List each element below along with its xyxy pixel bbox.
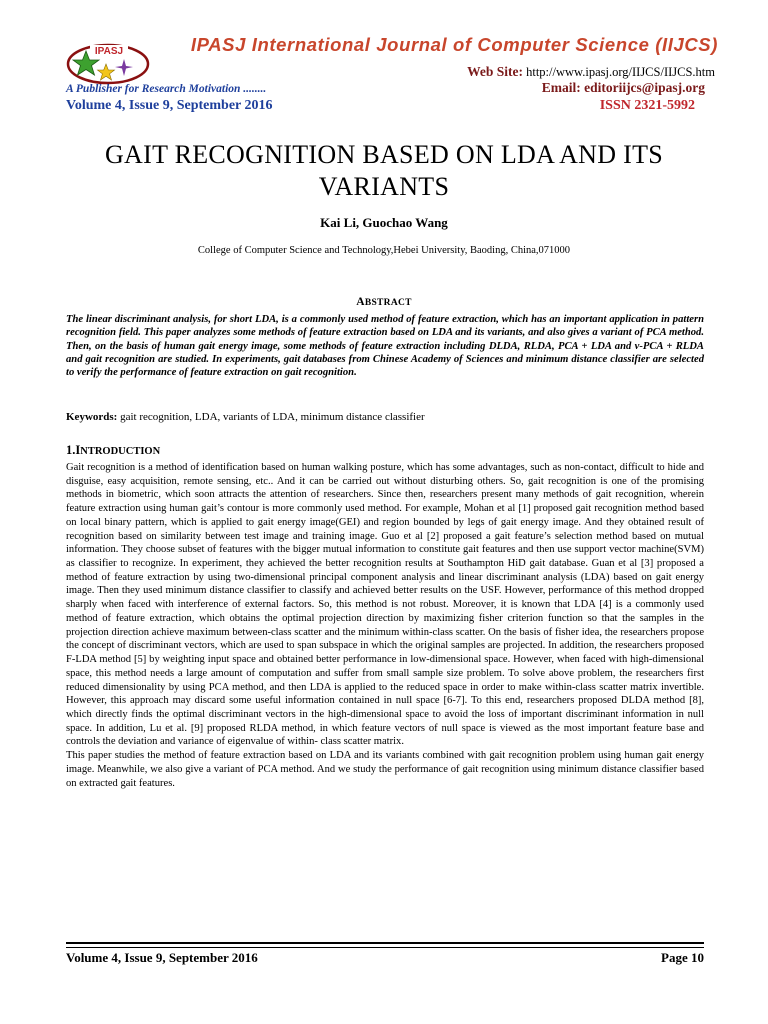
keywords-line bbox=[66, 411, 425, 423]
intro-paragraph-2: This paper studies the method of feature extraction based on LDA and its variants combined with gait recognition problem using human gait energy image. Meanwhile, we also give a variant of PCA method. And we study the performance of gait recognition using minimum distance classifier based on extracted gait features. bbox=[66, 750, 704, 789]
website-label: Web Site: bbox=[467, 64, 523, 79]
issn: ISSN 2321-5992 bbox=[599, 98, 695, 113]
logo-text: IPASJ bbox=[94, 46, 124, 57]
affiliation: College of Computer Science and Technology,Hebei University, Baoding, China,071000 bbox=[197, 245, 571, 256]
authors: Kai Li, Guochao Wang bbox=[320, 215, 448, 230]
abstract-heading bbox=[0, 296, 768, 308]
email-link[interactable]: Email: editoriijcs@ipasj.org bbox=[541, 80, 705, 95]
journal-name: IPASJ International Journal of Computer Science (IIJCS) bbox=[190, 34, 718, 55]
section-heading-introduction bbox=[66, 443, 160, 458]
section-heading-rest: NTRODUCTION bbox=[80, 446, 161, 457]
footer-volume: Volume 4, Issue 9, September 2016 bbox=[66, 950, 258, 965]
page-number: Page 10 bbox=[661, 950, 704, 965]
website-url-link[interactable]: http://www.ipasj.org/IIJCS/IIJCS.htm bbox=[526, 65, 715, 79]
website-line bbox=[467, 64, 715, 80]
abstract-text: The linear discriminant analysis, for short LDA, is a commonly used method of feature extraction, which has an important application in pattern recognition field. This paper analyzes some methods of feature extraction based on LDA and its variants, and also gives a variant of PCA method. Then, on the basis of human gait energy image, some methods of feature extraction including DLDA, RLDA, PCA + LDA and v-PCA + RLDA and gait recognition are studied. In experiments, gait databases from Chinese Academy of Sciences and minimum distance classifier are selected to verify the performance of feature extraction on gait recognition. bbox=[66, 314, 704, 379]
abstract-heading-initial: A bbox=[356, 296, 365, 308]
abstract-heading-rest: BSTRACT bbox=[364, 298, 412, 308]
keywords-label: Keywords: bbox=[66, 411, 118, 423]
introduction-body bbox=[66, 461, 704, 790]
paper-title: GAIT RECOGNITION BASED ON LDA AND ITS VARIANTS bbox=[104, 140, 664, 201]
intro-paragraph-1: Gait recognition is a method of identification based on human walking posture, which has some advantages, such as non-contact, difficult to hide and disguise, easy acquisition, remote sensing, etc.. And it can be carried out without disturbing others. So, gait recognition is one of the promising methods in biometric, which soon attracts the attention of researchers. Since then, researchers present many methods of gait recognition, wherein feature extraction using human gait’s contour is more commonly used method. For example, Mohan et al [1] proposed gait recognition method based on local binary pattern, which is applied to gait energy image(GEI) and region bounded by legs of gait energy image. And they obtained result of recognition based on similarity between test image and training image. Guo et al [2] proposed a gait feature’s selection method based on mutual information. They choose subset of features with the bigger mutual information to constitute gait features and then use support vector machine(SVM) as classifier to recognize. In experiment, they achieved the better recognition results at Southampton HiD gait database. Guan et al [3] proposed a method of feature extraction by using two-dimensional principal component analysis and linear discriminant analysis (LDA) based on gait energy image. Then they used minimum distance classifier to classify and achieved better results on the USF. However, performance of this method dropped sharply when faced with interference of external factors. So, this method is not robust. Moreover, it is known that LDA [4] is a commonly used method of feature extraction, which obtains the optimal projection direction by maximizing fisher criterion function so that the samples in the projection direction achieve maximum between-class scatter and the minimum within-class scatter. On the basis of fisher idea, the researchers propose the concept of discriminant vectors, which are used to span subspace in which the original samples are projected. In addition, the researchers proposed F-LDA method [5] by weighting input space and obtained better performance in low-dimensional space. However, when faced with high-dimensional space, this method needs a large amount of computation and suffer from small sample size problem. To solve above problem, the researchers first reduced dimensionality by using PCA method, and then LDA is applied to the reduced space in order to make within-class scatter matrix invertible. However, this approach may discard some useful information contained in null space [6-7]. To this end, researchers proposed DLDA method [8], which directly finds the optimal discriminant vectors in the high-dimensional space to avoid the loss of important discriminant information in null space. In addition, Lu et al. [9] proposed RLDA method, in which feature vectors of null space is viewed as the most important feature base and controls the deviation and variance of eigenvalue of within- class scatter matrix. bbox=[66, 462, 704, 748]
publisher-tagline: A Publisher for Research Motivation ........ bbox=[66, 83, 267, 95]
ipasj-logo bbox=[66, 42, 162, 86]
footer-divider bbox=[66, 942, 704, 948]
keywords-text: gait recognition, LDA, variants of LDA, minimum distance classifier bbox=[117, 411, 425, 423]
section-number: 1. bbox=[66, 443, 76, 457]
header-volume: Volume 4, Issue 9, September 2016 bbox=[66, 98, 273, 113]
section-heading-initial: I bbox=[75, 443, 81, 457]
